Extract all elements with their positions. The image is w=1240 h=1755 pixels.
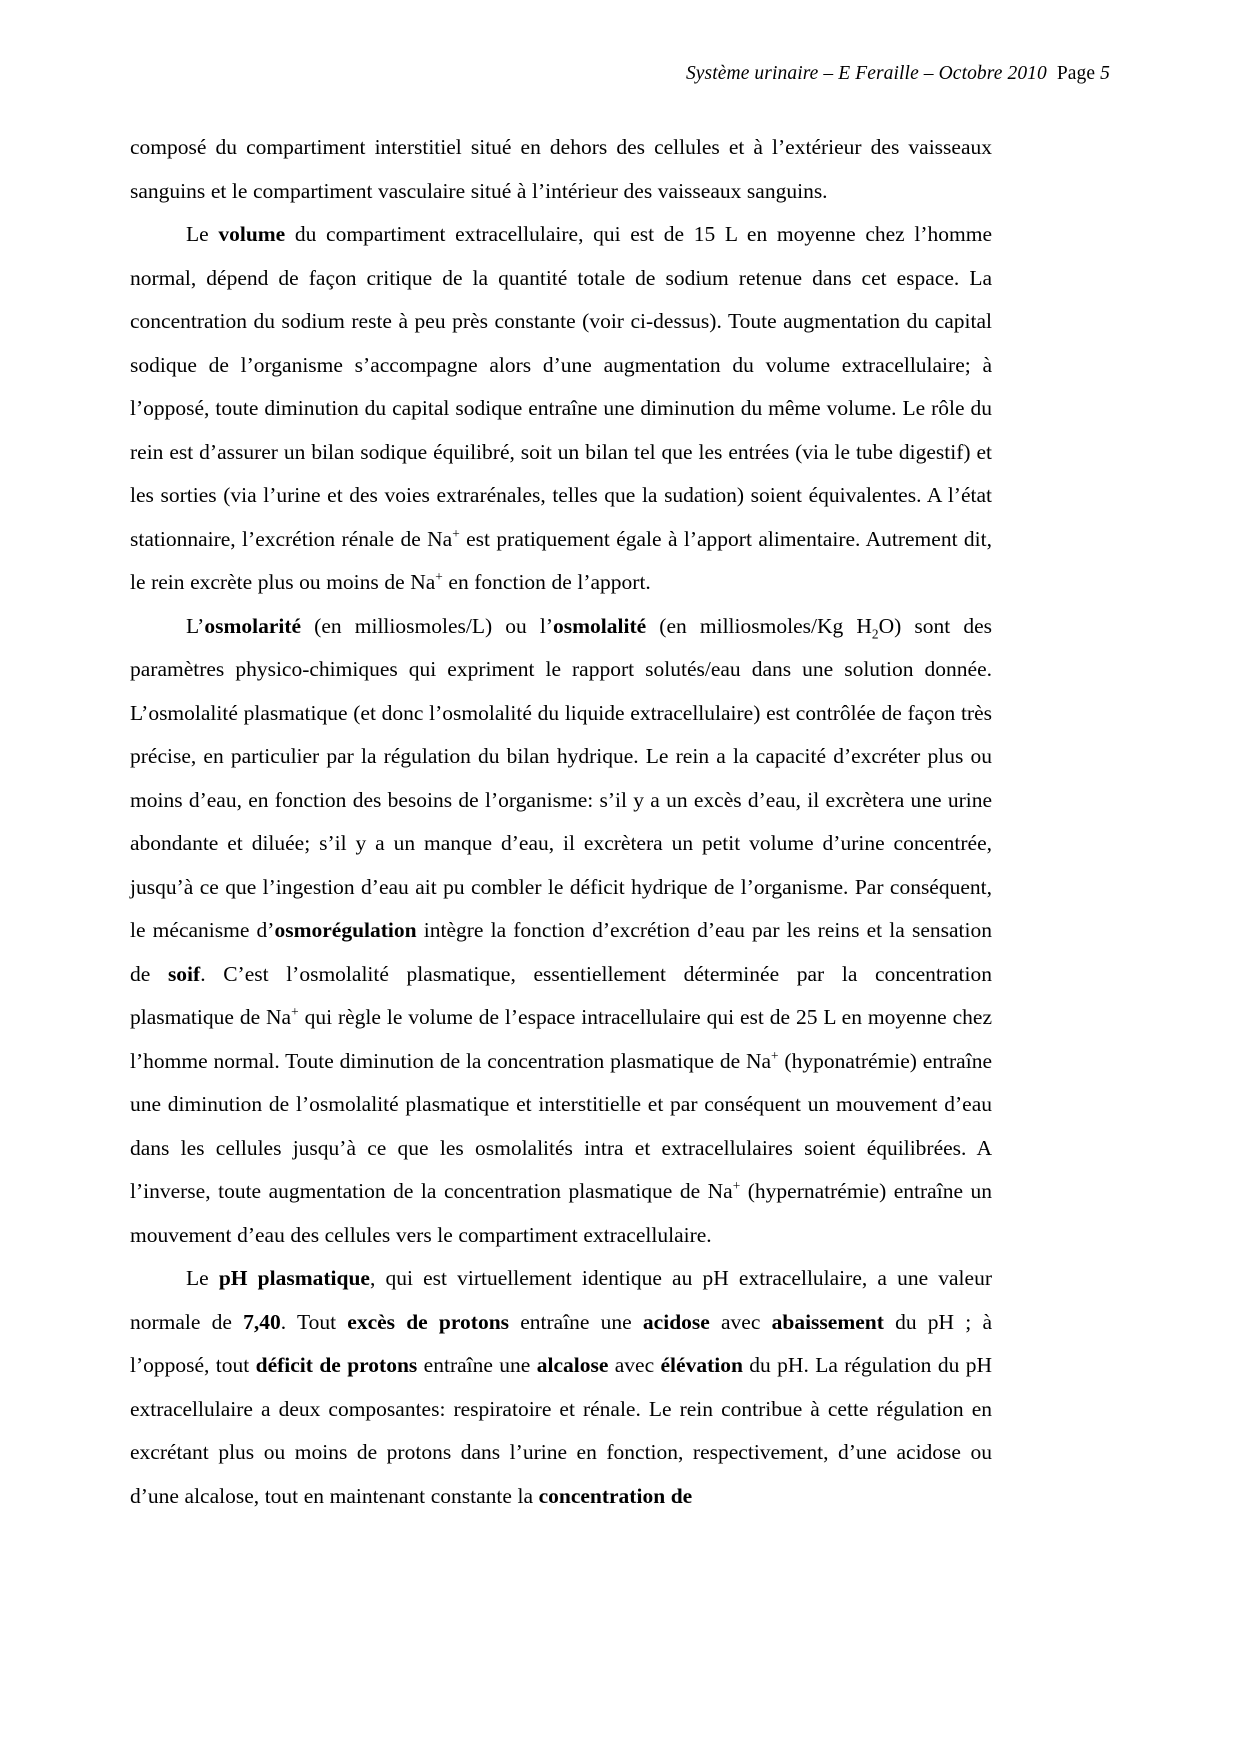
emphasis-term: acidose [642,1309,710,1334]
page-label: Page [1056,63,1096,84]
emphasis-term: alcalose [536,1353,609,1377]
text-run: . C’est l’osmolalité plasmatique, essentiellement déterminée par la concentration plasmatique de Na [130,961,992,1029]
emphasis-term: soif [167,961,201,986]
emphasis-term: osmolalité [553,613,647,638]
para-ph [130,1257,992,1518]
text-run: avec [608,1353,661,1377]
emphasis-term: volume [218,222,286,246]
text-run: est pratiquement égale à l’apport alimentaire. Autrement dit, le rein excrète plus ou moins de Na [130,526,992,594]
text-run: . Tout [280,1309,348,1334]
text-run: du pH. La régulation du pH extracellulaire a deux composantes: respiratoire et rénale. Le rein contribue à cette régulation en excrétant plus ou moins de protons dans l’urine en fonction, respectivement, d’une acidose ou d’une alcalose, tout en maintenant constante la [130,1353,992,1508]
text-run: , qui est virtuellement identique au pH extracellulaire, a une valeur normale de [130,1266,992,1334]
text-run: du pH ; à l’opposé, tout [130,1309,992,1377]
text-run: O) sont des paramètres physico-chimiques qui expriment le rapport solutés/eau dans une solution donnée. L’osmolalité plasmatique (et donc l’osmolalité du liquide extracellulaire) est contrôlée de façon très précise, en particulier par la régulation du bilan hydrique. Le rein a la capacité d’excréter plus ou moins d’eau, en fonction des besoins de l’organisme: s’il y a un excès d’eau, il excrètera une urine abondante et diluée; s’il y a un manque d’eau, il excrètera un petit volume d’urine concentrée, jusqu’à ce que l’ingestion d’eau ait pu combler le déficit hydrique de l’organisme. Par conséquent, le mécanisme d’ [130,613,993,942]
text-run: composé du compartiment interstitiel situé en dehors des cellules et à l’extérieur des vaisseaux sanguins et le compartiment vasculaire situé à l’intérieur des vaisseaux sanguins. [130,135,992,203]
emphasis-term: abaissement [771,1309,884,1334]
page-number-group [1047,63,1110,84]
subscript-index: 2 [871,625,879,641]
header-title: Système urinaire – E Feraille – Octobre 2010 [685,63,1047,84]
emphasis-term: osmolarité [204,613,302,638]
text-run: intègre la fonction d’excrétion d’eau par les reins et la sensation de [130,918,992,986]
emphasis-term: concentration de [538,1483,693,1508]
para-compartiment [130,126,992,213]
emphasis-term: osmorégulation [274,918,417,942]
page-number: 5 [1100,63,1110,84]
emphasis-term: déficit de protons [255,1353,418,1377]
superscript-charge: + [771,1047,779,1063]
superscript-charge: + [732,1177,741,1193]
text-run: qui règle le volume de l’espace intracellulaire qui est de 25 L en moyenne chez l’homme normal. Toute diminution de la concentration plasmatique de Na [130,1005,993,1073]
superscript-charge: + [435,568,443,584]
page-header [130,62,1110,85]
emphasis-term: 7,40 [243,1309,281,1334]
text-run: (en milliosmoles/L) ou l’ [301,613,554,638]
para-osmolarite [130,605,992,1258]
text-run: en fonction de l’apport. [442,570,651,594]
text-run: L’ [186,613,205,638]
text-run: entraîne une [417,1353,537,1377]
text-run: (en milliosmoles/Kg H [646,613,872,638]
text-run: avec [709,1309,772,1334]
emphasis-term: élévation [660,1353,743,1377]
text-run: entraîne une [509,1309,643,1334]
text-run: (hypernatrémie) entraîne un mouvement d’eau des cellules vers le compartiment extracellulaire. [130,1179,993,1247]
document-body [130,126,992,1518]
text-run: (hyponatrémie) entraîne une diminution de l’osmolalité plasmatique et interstitielle et par conséquent un mouvement d’eau dans les cellules jusqu’à ce que les osmolalités intra et extracellulaires soient équilibrées. A l’inverse, toute augmentation de la concentration plasmatique de Na [130,1048,992,1203]
emphasis-term: excès de protons [347,1309,510,1334]
superscript-charge: + [291,1003,299,1019]
superscript-charge: + [452,525,460,541]
emphasis-term: pH plasmatique [218,1266,370,1290]
text-run: Le [186,222,219,246]
para-volume [130,213,992,605]
text-run: du compartiment extracellulaire, qui est de 15 L en moyenne chez l’homme normal, dépend de façon critique de la quantité totale de sodium retenue dans cet espace. La concentration du sodium reste à peu près constante (voir ci-dessus). Toute augmentation du capital sodique de l’organisme s’accompagne alors d’une augmentation du volume extracellulaire; à l’opposé, toute diminution du capital sodique entraîne une diminution du même volume. Le rôle du rein est d’assurer un bilan sodique équilibré, soit un bilan tel que les entrées (via le tube digestif) et les sorties (via l’urine et des voies extrarénales, telles que la sudation) soient équivalentes. A l’état stationnaire, l’excrétion rénale de Na [130,222,992,551]
text-run: Le [186,1266,219,1290]
